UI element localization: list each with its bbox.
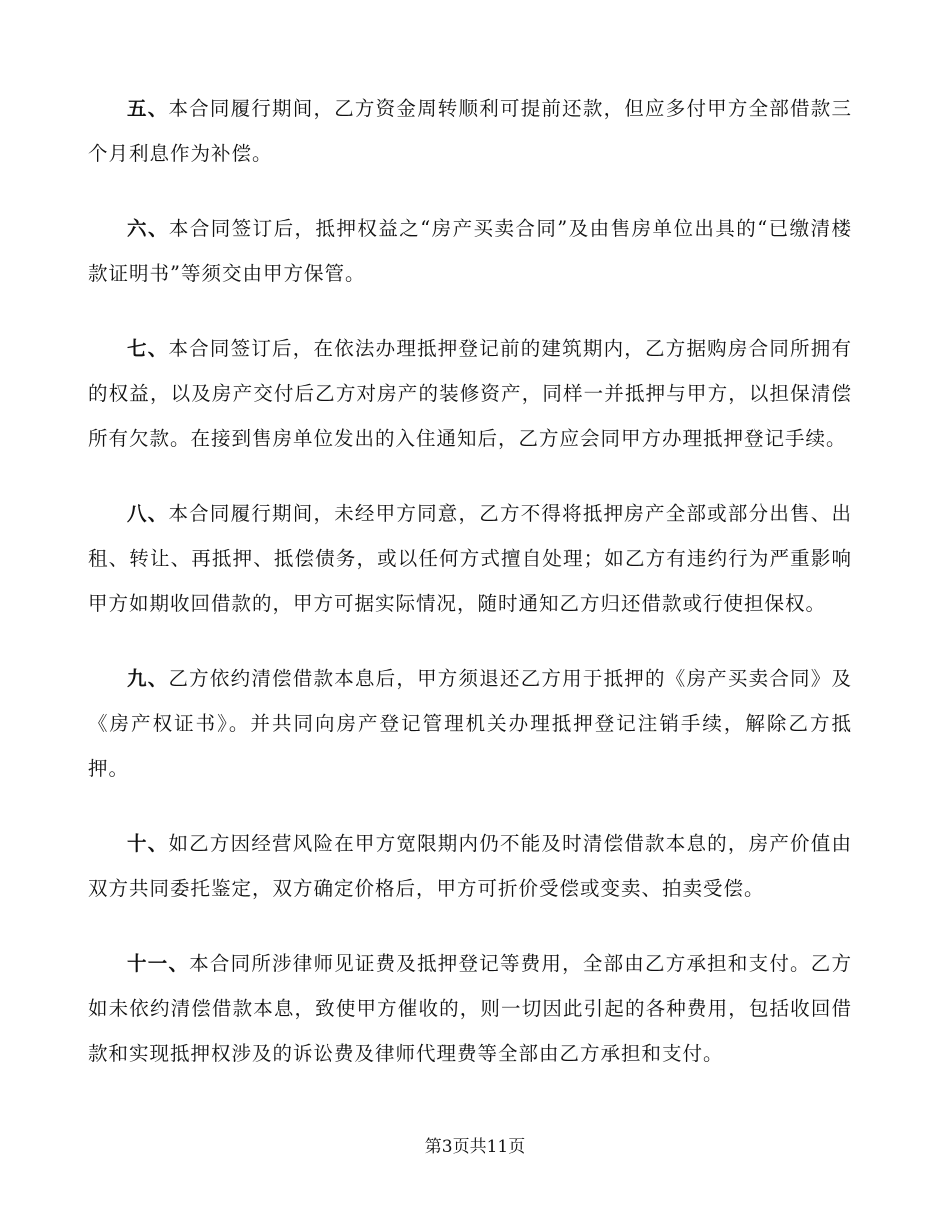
clause-paragraph <box>88 206 852 296</box>
clause-paragraph <box>88 941 852 1076</box>
clause-text: 本合同签订后，抵押权益之“房产买卖合同”及由售房单位出具的“已缴清楼款证明书”等须交由甲方保管。 <box>88 217 852 285</box>
clause-paragraph <box>88 491 852 626</box>
clause-text: 本合同所涉律师见证费及抵押登记等费用，全部由乙方承担和支付。乙方如未依约清偿借款本息，致使甲方催收的，则一切因此引起的各种费用，包括收回借款和实现抵押权涉及的诉讼费及律师代理费等全部由乙方承担和支付。 <box>88 952 852 1065</box>
clause-number: 七、 <box>127 337 169 360</box>
clause-number: 六、 <box>127 217 169 240</box>
clause-number: 九、 <box>127 667 169 690</box>
clause-text: 如乙方因经营风险在甲方宽限期内仍不能及时清偿借款本息的，房产价值由双方共同委托鉴定，双方确定价格后，甲方可折价受偿或变卖、拍卖受偿。 <box>88 832 852 900</box>
page-number: 第3页共11页 <box>424 1137 526 1157</box>
clause-text: 本合同签订后，在依法办理抵押登记前的建筑期内，乙方据购房合同所拥有的权益，以及房产交付后乙方对房产的装修资产，同样一并抵押与甲方，以担保清偿所有欠款。在接到售房单位发出的入住通知后，乙方应会同甲方办理抵押登记手续。 <box>88 337 852 450</box>
document-body <box>88 86 852 1106</box>
clause-paragraph <box>88 326 852 461</box>
clause-number: 五、 <box>127 97 169 120</box>
clause-text: 本合同履行期间，未经甲方同意，乙方不得将抵押房产全部或部分出售、出租、转让、再抵押、抵偿债务，或以任何方式擅自处理；如乙方有违约行为严重影响甲方如期收回借款的，甲方可据实际情况，随时通知乙方归还借款或行使担保权。 <box>88 502 852 615</box>
clause-paragraph <box>88 821 852 911</box>
clause-paragraph <box>88 86 852 176</box>
clause-text: 乙方依约清偿借款本息后，甲方须退还乙方用于抵押的《房产买卖合同》及《房产权证书》。并共同向房产登记管理机关办理抵押登记注销手续，解除乙方抵押。 <box>88 667 852 780</box>
clause-number: 十、 <box>127 832 169 855</box>
clause-text: 本合同履行期间，乙方资金周转顺利可提前还款，但应多付甲方全部借款三个月利息作为补偿。 <box>88 97 852 165</box>
clause-number: 八、 <box>127 502 169 525</box>
clause-paragraph <box>88 656 852 791</box>
clause-number: 十一、 <box>127 952 190 975</box>
